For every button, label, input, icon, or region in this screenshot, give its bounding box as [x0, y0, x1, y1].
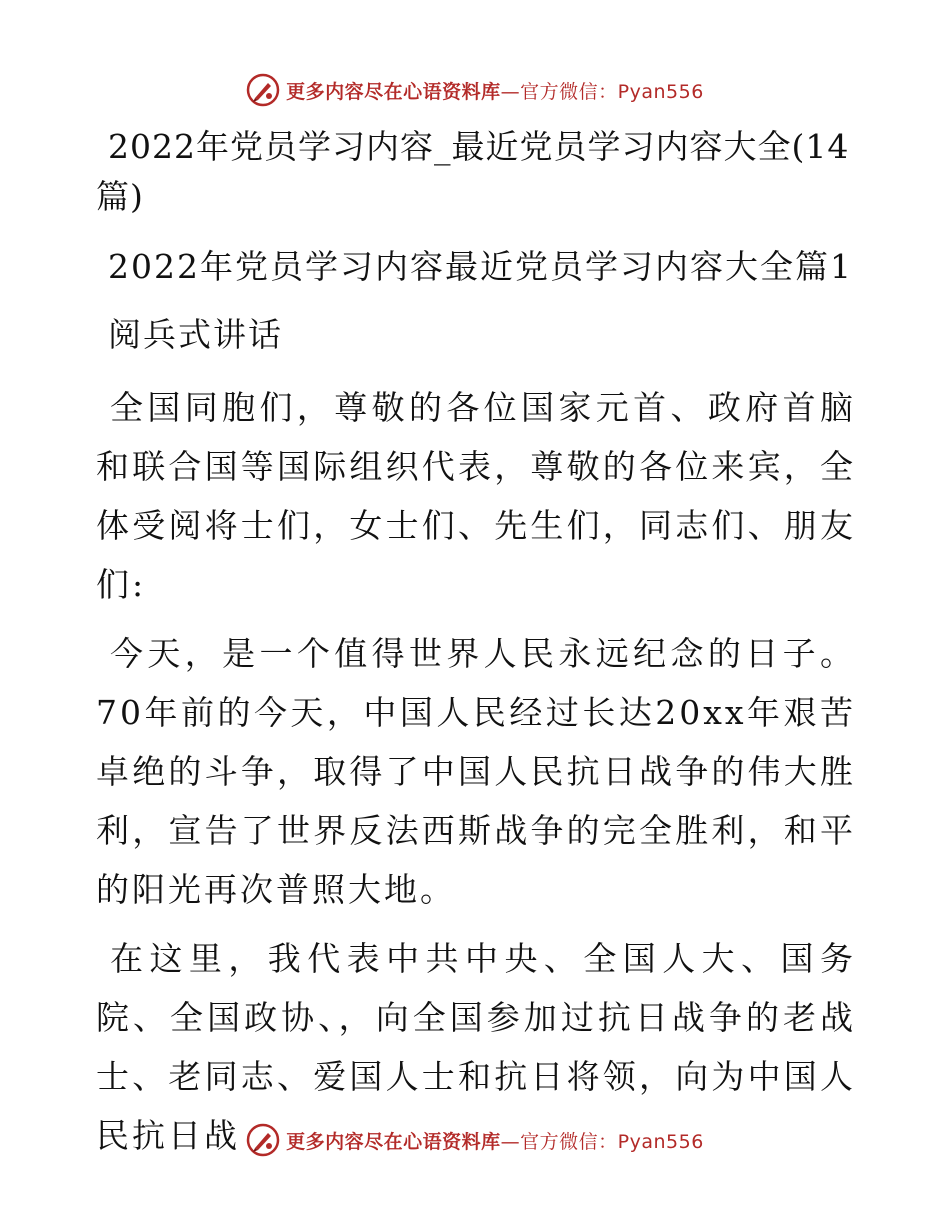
banner-slogan: 更多内容尽在心语资料库 [286, 1130, 501, 1153]
speech-title: 阅兵式讲话 [108, 315, 283, 354]
banner-text [286, 1127, 704, 1154]
pen-logo-icon [246, 73, 280, 107]
header-banner [0, 70, 950, 110]
paragraph: 今天，是一个值得世界人民永远纪念的日子。70年前的今天，中国人民经过长达20xx年艰苦卓绝的斗争，取得了中国人民抗日战争的伟大胜利，宣告了世界反法西斯战争的完全胜利，和平的阳光再次普照大地。 [96, 634, 856, 909]
paragraph: 全国同胞们，尊敬的各位国家元首、政府首脑和联合国等国际组织代表，尊敬的各位来宾，全体受阅将士们，女士们、先生们，同志们、朋友们: [96, 388, 856, 604]
paragraph: 在这里，我代表中共中央、全国人大、国务院、全国政协、，向全国参加过抗日战争的老战士、老同志、爱国人士和抗日将领，向为中国人民抗日战 [96, 939, 856, 1155]
section-heading: 2022年党员学习内容最近党员学习内容大全篇1 [108, 247, 853, 286]
footer-banner [0, 1120, 950, 1160]
document-title: 2022年党员学习内容_最近党员学习内容大全(14篇) [96, 127, 850, 216]
banner-wechat: 官方微信：Pyan556 [520, 80, 704, 103]
banner-separator: — [500, 80, 521, 103]
pen-logo-icon [246, 1123, 280, 1157]
document-body [96, 122, 856, 1175]
banner-text [286, 77, 704, 104]
banner-wechat: 官方微信：Pyan556 [520, 1130, 704, 1153]
banner-separator: — [500, 1130, 521, 1153]
banner-slogan: 更多内容尽在心语资料库 [286, 80, 501, 103]
